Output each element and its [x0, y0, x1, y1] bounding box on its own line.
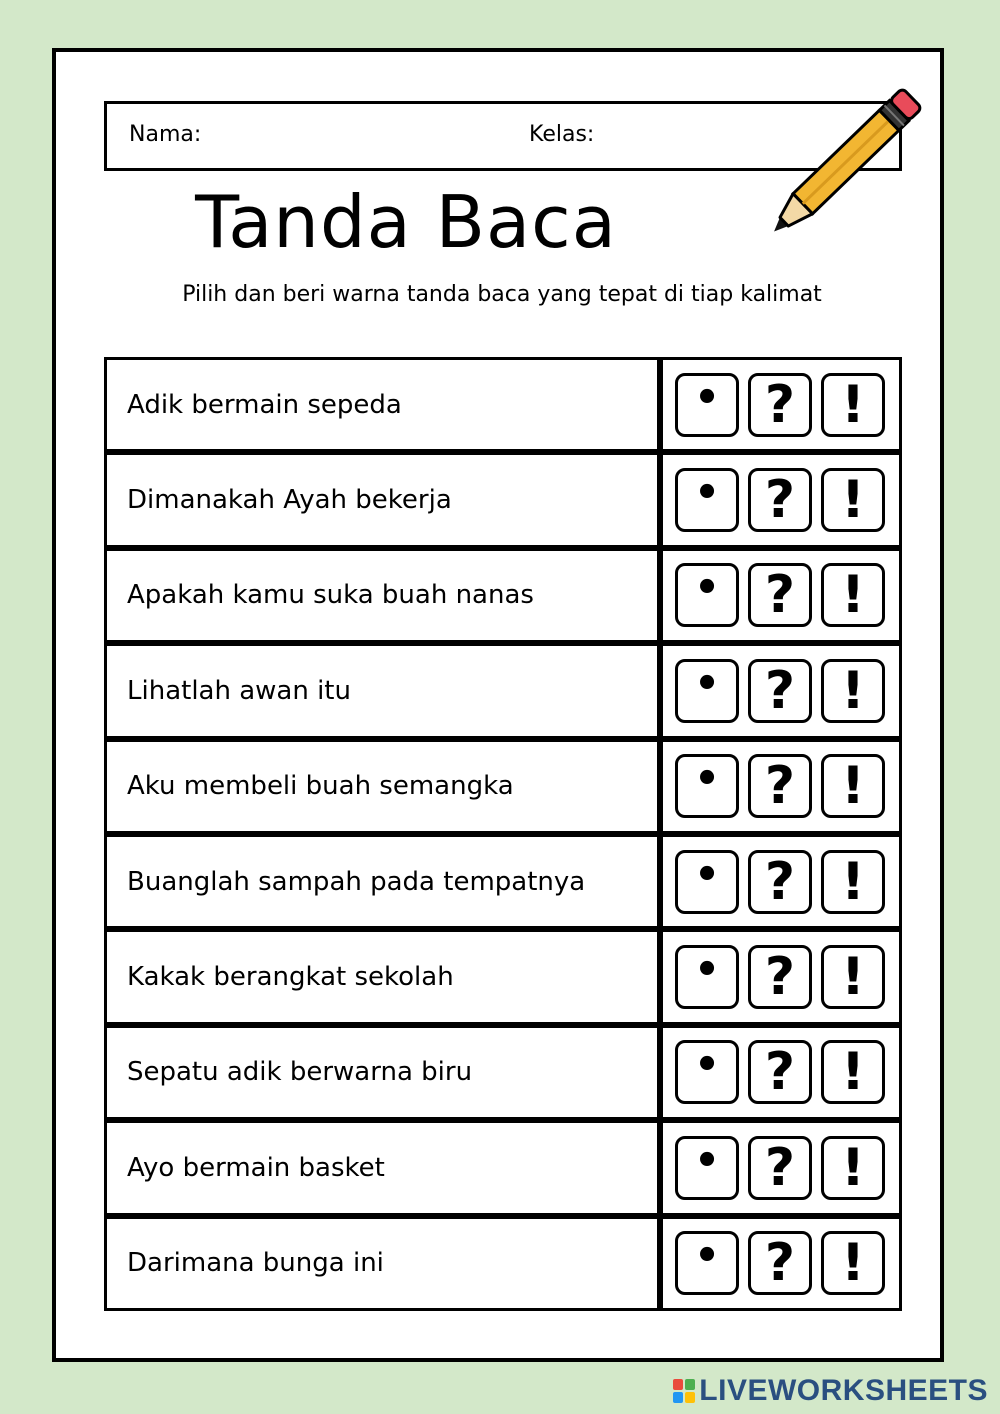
exclamation-mark-option[interactable]: !: [821, 945, 885, 1009]
question-mark-option[interactable]: ?: [748, 563, 812, 627]
table-row: [107, 742, 899, 837]
sentence-text: Apakah kamu suka buah nanas: [107, 551, 663, 640]
period-option[interactable]: •: [675, 1231, 739, 1295]
table-row: [107, 360, 899, 455]
worksheet: [52, 48, 944, 1362]
brand-text: LIVEWORKSHEETS: [699, 1374, 988, 1407]
table-row: [107, 837, 899, 932]
name-label: Nama:: [129, 122, 202, 147]
exclamation-mark-option[interactable]: !: [821, 1231, 885, 1295]
exclamation-mark-option[interactable]: !: [821, 373, 885, 437]
sentence-text: Darimana bunga ini: [107, 1219, 663, 1308]
punctuation-options: [663, 1028, 899, 1117]
question-mark-option[interactable]: ?: [748, 373, 812, 437]
table-row: [107, 1028, 899, 1123]
sentence-text: Ayo bermain basket: [107, 1123, 663, 1212]
period-option[interactable]: •: [675, 1136, 739, 1200]
punctuation-options: [663, 455, 899, 544]
exclamation-mark-option[interactable]: !: [821, 468, 885, 532]
period-option[interactable]: •: [675, 850, 739, 914]
punctuation-options: [663, 932, 899, 1021]
period-option[interactable]: •: [675, 659, 739, 723]
instruction-text: Pilih dan beri warna tanda baca yang tepat di tiap kalimat: [182, 282, 822, 307]
punctuation-options: [663, 1123, 899, 1212]
question-mark-option[interactable]: ?: [748, 850, 812, 914]
punctuation-options: [663, 837, 899, 926]
table-row: [107, 551, 899, 646]
punctuation-options: [663, 551, 899, 640]
table-row: [107, 455, 899, 550]
question-mark-option[interactable]: ?: [748, 754, 812, 818]
question-mark-option[interactable]: ?: [748, 659, 812, 723]
period-option[interactable]: •: [675, 945, 739, 1009]
period-option[interactable]: •: [675, 373, 739, 437]
page-title: Tanda Baca: [195, 180, 617, 264]
sentence-text: Dimanakah Ayah bekerja: [107, 455, 663, 544]
question-mark-option[interactable]: ?: [748, 1040, 812, 1104]
liveworksheets-brand: [673, 1374, 988, 1408]
punctuation-options: [663, 1219, 899, 1308]
exclamation-mark-option[interactable]: !: [821, 1136, 885, 1200]
sentence-text: Lihatlah awan itu: [107, 646, 663, 735]
table-row: [107, 1123, 899, 1218]
exclamation-mark-option[interactable]: !: [821, 754, 885, 818]
question-mark-option[interactable]: ?: [748, 945, 812, 1009]
table-row: [107, 646, 899, 741]
period-option[interactable]: •: [675, 563, 739, 627]
question-mark-option[interactable]: ?: [748, 1231, 812, 1295]
question-mark-option[interactable]: ?: [748, 468, 812, 532]
period-option[interactable]: •: [675, 754, 739, 818]
exclamation-mark-option[interactable]: !: [821, 1040, 885, 1104]
period-option[interactable]: •: [675, 468, 739, 532]
sentence-text: Sepatu adik berwarna biru: [107, 1028, 663, 1117]
sentence-text: Adik bermain sepeda: [107, 360, 663, 449]
class-label: Kelas:: [529, 122, 595, 147]
table-row: [107, 1219, 899, 1308]
exclamation-mark-option[interactable]: !: [821, 563, 885, 627]
punctuation-options: [663, 360, 899, 449]
period-option[interactable]: •: [675, 1040, 739, 1104]
exercise-table: [104, 357, 902, 1311]
sentence-text: Buanglah sampah pada tempatnya: [107, 837, 663, 926]
table-row: [107, 932, 899, 1027]
exclamation-mark-option[interactable]: !: [821, 659, 885, 723]
punctuation-options: [663, 742, 899, 831]
sentence-text: Aku membeli buah semangka: [107, 742, 663, 831]
sentence-text: Kakak berangkat sekolah: [107, 932, 663, 1021]
question-mark-option[interactable]: ?: [748, 1136, 812, 1200]
punctuation-options: [663, 646, 899, 735]
liveworksheets-logo-icon: [673, 1379, 695, 1403]
exclamation-mark-option[interactable]: !: [821, 850, 885, 914]
